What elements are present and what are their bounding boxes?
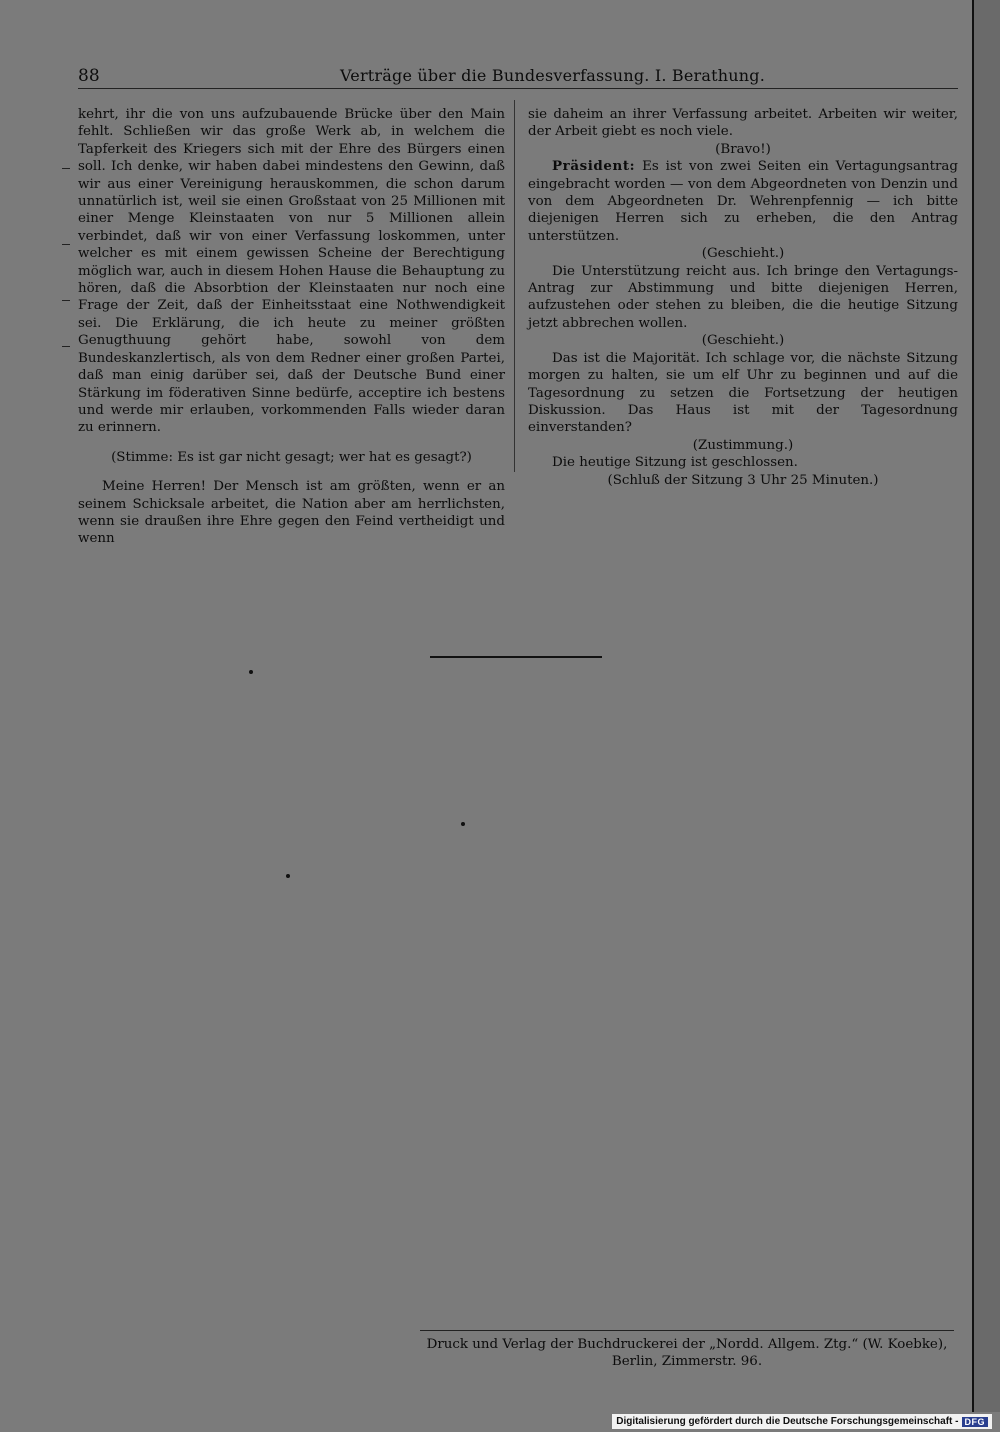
page-edge-shadow — [972, 0, 1000, 1412]
page-header — [78, 66, 958, 89]
credit-text: Digitalisierung gefördert durch die Deutsche Forschungsgemeinschaft - — [616, 1416, 959, 1427]
margin-mark — [62, 346, 70, 347]
reaction-geschieht-1: (Geschieht.) — [701, 246, 785, 262]
right-continuation: sie daheim an ihrer Verfassung arbeitet. Arbeiten wir weiter, der Arbeit giebt es noch viele. — [528, 107, 958, 140]
interjection-voice: (Stimme: Es ist gar nicht gesagt; wer hat es gesagt?) — [111, 449, 472, 465]
president-text: Es ist von zwei Seiten ein Vertagungsantrag eingebracht worden — von dem Abgeordneten von Denzin und von dem Abgeordneten Dr. Wehrenpfennig — ich bitte diejenigen Herren sich zu erheben, die den Antrag unterstützen. — [528, 159, 958, 244]
reaction-geschieht-2: (Geschieht.) — [701, 333, 785, 349]
scan-speck — [286, 874, 290, 878]
speaker-president: Präsident: — [552, 158, 636, 175]
left-paragraph-3: Meine Herren! Der Mensch ist am größten, wenn er an seinem Schicksale arbeitet, die Nation aber am herrlichsten, wenn sie draußen ihre Ehre gegen den Feind vertheidigt und wenn — [78, 479, 505, 547]
left-column — [78, 106, 505, 548]
imprint-line-1: Druck und Verlag der Buchdruckerei der „Nordd. Allgem. Ztg.“ (W. Koebke), — [426, 1337, 948, 1352]
running-title: Verträge über die Bundesverfassung. I. Berathung. — [340, 66, 766, 85]
left-paragraph-1: kehrt, ihr die von uns aufzubauende Brücke über den Main fehlt. Schließen wir das große Werk ab, in welchem die Tapferkeit des Kriegers sich mit der Ehre des Bürgers einen soll. Ich denke, wir haben dabei mindestens den Gewinn, daß wir aus einer Vereinigung herauskommen, die schon darum unnatürlich ist, weil sie einen Großstaat von 25 Millionen mit einer Menge Kleinstaaten von nur 5 Millionen allein verbindet, daß wir von einer Verfassung loskommen, unter welcher es mit einem gewissen Scheine der Berechtigung möglich war, auch in diesem Hohen Hause die Behauptung zu hören, daß die Absorbtion der Kleinstaaten nur noch eine Frage der Zeit, daß der Einheitsstaat eine Nothwendigkeit sei. Die Erklärung, die ich heute zu meiner größten Genugthuung gehört habe, sowohl von dem Bundeskanzlertisch, als von dem Redner einer großen Partei, daß man einig darüber sei, daß der Deutsche Bund einer Stärkung im föderativen Sinne bedürfe, acceptire ich bestens und werde mir erlauben, vorkommenden Falls wieder daran zu erinnern. — [78, 107, 505, 436]
page-number: 88 — [78, 66, 100, 86]
right-paragraph-2: Die Unterstützung reicht aus. Ich bringe den Vertagungs-Antrag zur Abstimmung und bitte diejenigen Herren, aufzustehen oder stehen zu bleiben, die die heutige Sitzung jetzt abbrechen wollen. — [528, 263, 958, 331]
reaction-zustimmung: (Zustimmung.) — [692, 437, 794, 453]
right-paragraph-3: Das ist die Majorität. Ich schlage vor, die nächste Sitzung morgen zu halten, sie um elf Uhr zu beginnen und auf die Tagesordnung zu setzen die Fortsetzung der heutigen Diskussion. Das Haus ist mit der Tagesordnung einverstanden? — [528, 350, 958, 436]
president-paragraph — [528, 158, 958, 245]
margin-mark — [62, 300, 70, 301]
scan-speck — [461, 822, 465, 826]
reaction-bravo: (Bravo!) — [715, 141, 771, 157]
scan-speck — [249, 670, 253, 674]
margin-mark — [62, 168, 70, 169]
closing-line: Die heutige Sitzung ist geschlossen. — [552, 455, 798, 471]
imprint-rule — [420, 1330, 954, 1331]
digitization-credit — [612, 1414, 992, 1429]
column-divider — [514, 100, 515, 472]
right-column — [528, 106, 958, 489]
margin-mark — [62, 244, 70, 245]
dfg-logo: DFG — [962, 1417, 989, 1427]
section-end-rule — [430, 656, 602, 658]
imprint-line-2: Berlin, Zimmerstr. 96. — [611, 1354, 763, 1369]
session-end-note: (Schluß der Sitzung 3 Uhr 25 Minuten.) — [607, 472, 879, 488]
printer-imprint — [420, 1336, 954, 1370]
